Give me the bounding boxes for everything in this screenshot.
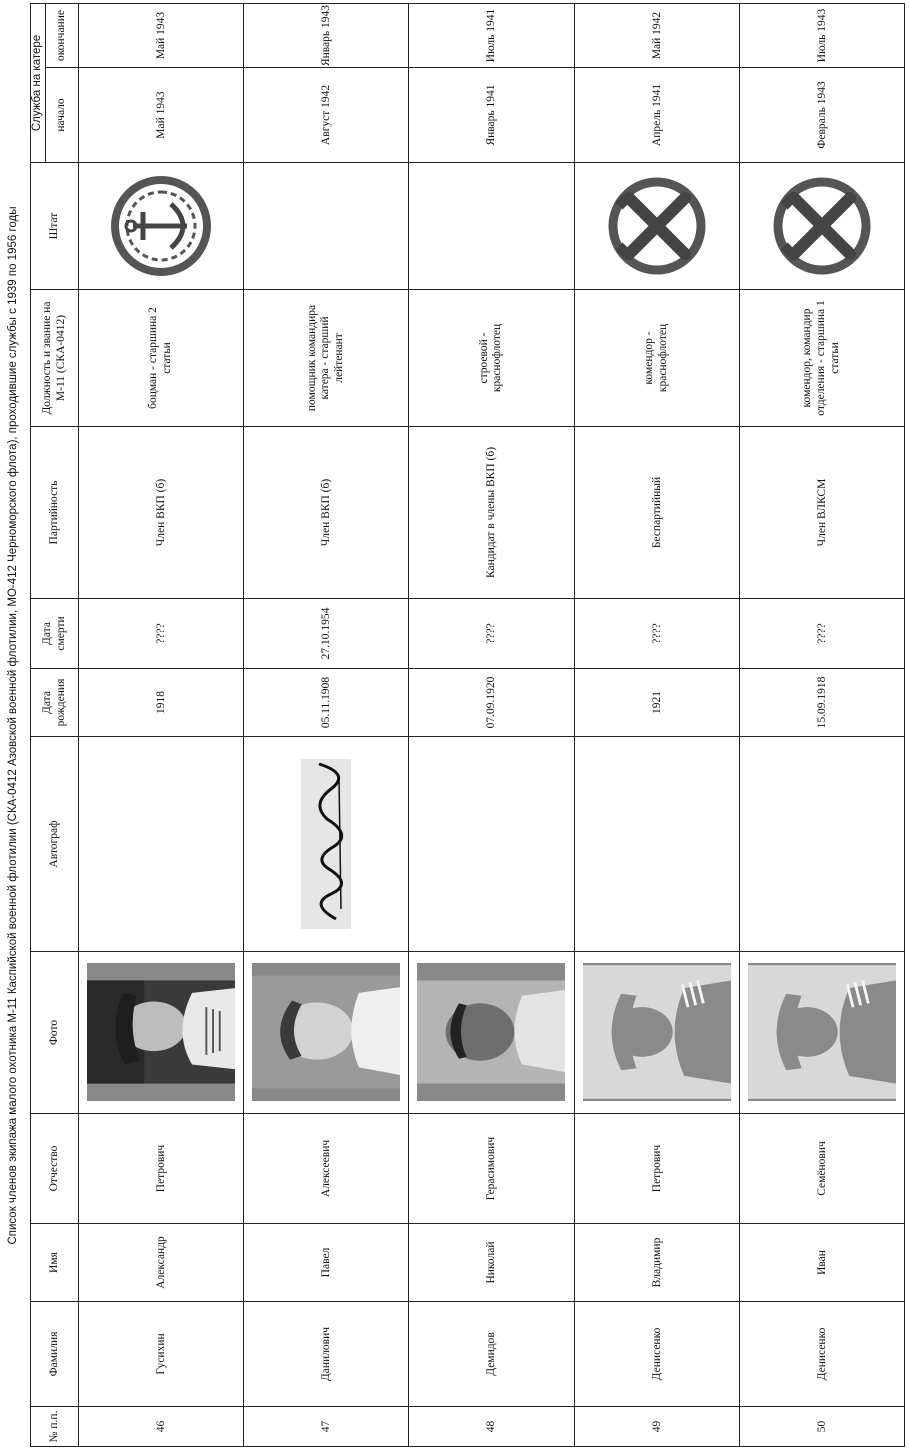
header-end: окончание <box>46 3 79 67</box>
header-staff: Штат <box>31 163 79 290</box>
cell-num: 49 <box>574 1407 739 1447</box>
cell-start: Январь 1941 <box>409 68 574 163</box>
header-death: Дата смерти <box>31 599 79 669</box>
cell-start: Август 1942 <box>244 68 409 163</box>
cell-start: Май 1943 <box>79 68 244 163</box>
cell-party: Кандидат в члены ВКП (б) <box>409 427 574 599</box>
cell-staff <box>409 163 574 290</box>
cell-autograph <box>244 737 409 952</box>
cell-staff <box>244 163 409 290</box>
cell-position: строевой - краснофлотец <box>409 290 574 427</box>
cell-end: Июль 1941 <box>409 3 574 67</box>
cell-end: Январь 1943 <box>244 3 409 67</box>
cell-birth: 1918 <box>79 669 244 737</box>
silhouette-placeholder <box>748 964 896 1102</box>
cell-party: Член ВКП (б) <box>244 427 409 599</box>
cell-end: Май 1943 <box>79 3 244 67</box>
cell-party: Беспартийный <box>574 427 739 599</box>
cell-name: Владимир <box>574 1224 739 1302</box>
header-patronymic: Отчество <box>31 1114 79 1224</box>
cell-num: 50 <box>739 1407 904 1447</box>
header-party: Партийность <box>31 427 79 599</box>
cell-party: Член ВЛКСМ <box>739 427 904 599</box>
header-birth: Дата рождения <box>31 669 79 737</box>
cell-num: 46 <box>79 1407 244 1447</box>
cell-death: 27.10.1954 <box>244 599 409 669</box>
cell-end: Июль 1943 <box>739 3 904 67</box>
cell-position: комендор - краснофлотец <box>574 290 739 427</box>
document-title: Список членов экипажа малого охотника М-11 Каспийской военной флотилии (СКА-0412 Азовской военной флотилии, МО-412 Черноморского флота), проходившие службы с 1939 по 1956 годы <box>7 206 19 1245</box>
portrait-photo <box>87 964 235 1102</box>
cell-end: Май 1942 <box>574 3 739 67</box>
cell-surname: Демидов <box>409 1302 574 1407</box>
cell-patronymic: Семёнович <box>739 1114 904 1224</box>
header-num: № п.п. <box>31 1407 79 1447</box>
signature-image <box>301 759 351 929</box>
cell-surname: Данилович <box>244 1302 409 1407</box>
cell-staff <box>79 163 244 290</box>
cell-surname: Гусихин <box>79 1302 244 1407</box>
header-autograph: Автограф <box>31 737 79 952</box>
cell-name: Павел <box>244 1224 409 1302</box>
cell-num: 47 <box>244 1407 409 1447</box>
cell-party: Член ВКП (б) <box>79 427 244 599</box>
anchor-icon <box>109 174 213 278</box>
cell-name: Николай <box>409 1224 574 1302</box>
cell-name: Иван <box>739 1224 904 1302</box>
cell-surname: Денисенко <box>574 1302 739 1407</box>
header-position: Должность и звание на М-11 (СКА-0412) <box>31 290 79 427</box>
table-row <box>739 3 904 1446</box>
header-start: начало <box>46 68 79 163</box>
cell-photo <box>574 952 739 1114</box>
cell-surname: Денисенко <box>739 1302 904 1407</box>
cell-photo <box>244 952 409 1114</box>
cell-photo <box>79 952 244 1114</box>
cell-name: Александр <box>79 1224 244 1302</box>
crew-table <box>30 3 905 1447</box>
header-photo: Фото <box>31 952 79 1114</box>
silhouette-placeholder <box>583 964 731 1102</box>
table-row <box>409 3 574 1446</box>
cell-death: ???? <box>409 599 574 669</box>
cell-birth: 05.11.1908 <box>244 669 409 737</box>
cell-death: ???? <box>574 599 739 669</box>
cell-autograph <box>79 737 244 952</box>
cell-position: помощник командира катера - старший лейтенант <box>244 290 409 427</box>
cell-position: комендор, командир отделения - старшина 1 статьи <box>739 290 904 427</box>
table-row <box>79 3 244 1446</box>
cell-patronymic: Алексеевич <box>244 1114 409 1224</box>
portrait-photo <box>417 964 565 1102</box>
cell-num: 48 <box>409 1407 574 1447</box>
cell-photo <box>409 952 574 1114</box>
table-row <box>244 3 409 1446</box>
cell-patronymic: Петрович <box>574 1114 739 1224</box>
cell-autograph <box>409 737 574 952</box>
cell-patronymic: Петрович <box>79 1114 244 1224</box>
cell-start: Февраль 1943 <box>739 68 904 163</box>
portrait-photo <box>252 964 400 1102</box>
cell-patronymic: Герасимович <box>409 1114 574 1224</box>
cell-autograph <box>739 737 904 952</box>
cell-photo <box>739 952 904 1114</box>
cell-start: Апрель 1941 <box>574 68 739 163</box>
header-surname: Фамилия <box>31 1302 79 1407</box>
cell-autograph <box>574 737 739 952</box>
cell-staff <box>574 163 739 290</box>
cell-death: ???? <box>79 599 244 669</box>
crossed-cannons-icon <box>605 174 709 278</box>
cell-death: ???? <box>739 599 904 669</box>
cell-birth: 1921 <box>574 669 739 737</box>
cell-birth: 07.09.1920 <box>409 669 574 737</box>
cell-position: боцман - старшина 2 статьи <box>79 290 244 427</box>
table-row <box>574 3 739 1446</box>
cell-staff <box>739 163 904 290</box>
header-name: Имя <box>31 1224 79 1302</box>
header-service: Служба на катере <box>31 3 46 162</box>
cell-birth: 15.09.1918 <box>739 669 904 737</box>
crossed-cannons-icon <box>770 174 874 278</box>
